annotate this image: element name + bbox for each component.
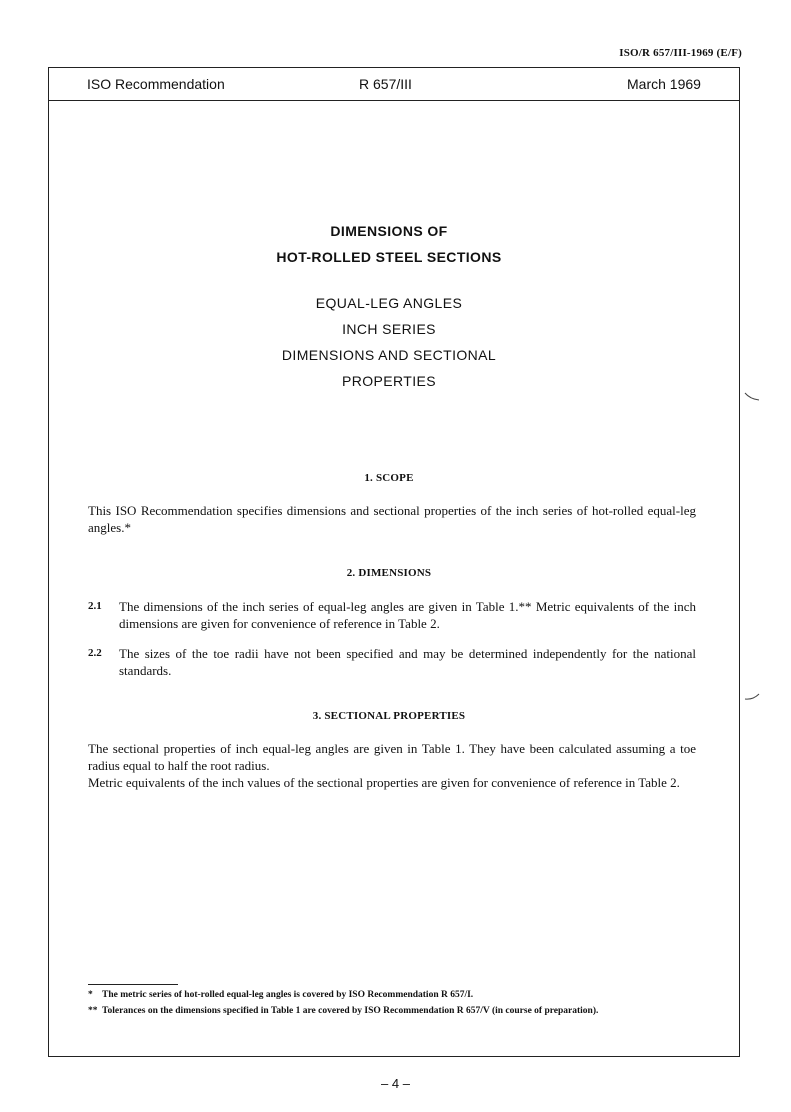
footnote-2-mark: ** — [88, 1006, 98, 1016]
scope-heading: 1. SCOPE — [364, 472, 414, 484]
footnote-1-text: The metric series of hot-rolled equal-leg angles is covered by ISO Recommendation R 657/I. — [102, 990, 474, 1000]
clause-2-1-text: The dimensions of the inch series of equal-leg angles are given in Table 1.** Metric equivalents of the inch dimensions are given for convenience of reference in Table 2. — [119, 599, 696, 631]
clause-2-1-number: 2.1 — [88, 600, 102, 612]
document-title — [49, 218, 729, 394]
page-frame — [48, 67, 740, 1057]
header-date: March 1969 — [627, 76, 701, 92]
properties-heading: 3. SECTIONAL PROPERTIES — [312, 710, 466, 722]
document-id: ISO/R 657/III-1969 (E/F) — [619, 47, 742, 59]
title-line-1: DIMENSIONS OF — [330, 223, 448, 239]
subtitle-line-2: INCH SERIES — [342, 321, 436, 337]
footnote-1 — [88, 989, 708, 1001]
properties-text-2: Metric equivalents of the inch values of the sectional properties are given for convenience of reference in Table 2. — [88, 775, 680, 790]
header-reference: R 657/III — [359, 76, 412, 92]
footnote-2-text: Tolerances on the dimensions specified in Table 1 are covered by ISO Recommendation R 657/V (in course of preparation). — [102, 1006, 599, 1016]
clause-2-2-text: The sizes of the toe radii have not been specified and may be determined independently for the national standards. — [119, 646, 696, 678]
footnote-divider — [88, 984, 178, 985]
footnote-2 — [88, 1005, 708, 1017]
clause-2-2 — [88, 645, 696, 679]
margin-tick-icon — [744, 392, 760, 402]
page-number: – 4 – — [381, 1076, 410, 1091]
footnote-1-mark: * — [88, 990, 93, 1000]
scope-text: This ISO Recommendation specifies dimensions and sectional properties of the inch series of hot-rolled equal-leg angles.* — [88, 503, 696, 535]
title-line-2: HOT-ROLLED STEEL SECTIONS — [276, 249, 502, 265]
header-row — [49, 68, 739, 101]
header-publisher: ISO Recommendation — [87, 76, 225, 92]
subtitle-line-1: EQUAL-LEG ANGLES — [315, 295, 463, 311]
clause-2-1 — [88, 598, 696, 632]
properties-text-1: The sectional properties of inch equal-leg angles are given in Table 1. They have been calculated assuming a toe radius equal to half the root radius. — [88, 741, 696, 773]
margin-tick-icon — [744, 692, 760, 702]
dimensions-heading: 2. DIMENSIONS — [346, 567, 432, 579]
subtitle-line-3: DIMENSIONS AND SECTIONAL — [281, 347, 497, 363]
subtitle-line-4: PROPERTIES — [342, 373, 436, 389]
clause-2-2-number: 2.2 — [88, 647, 102, 659]
